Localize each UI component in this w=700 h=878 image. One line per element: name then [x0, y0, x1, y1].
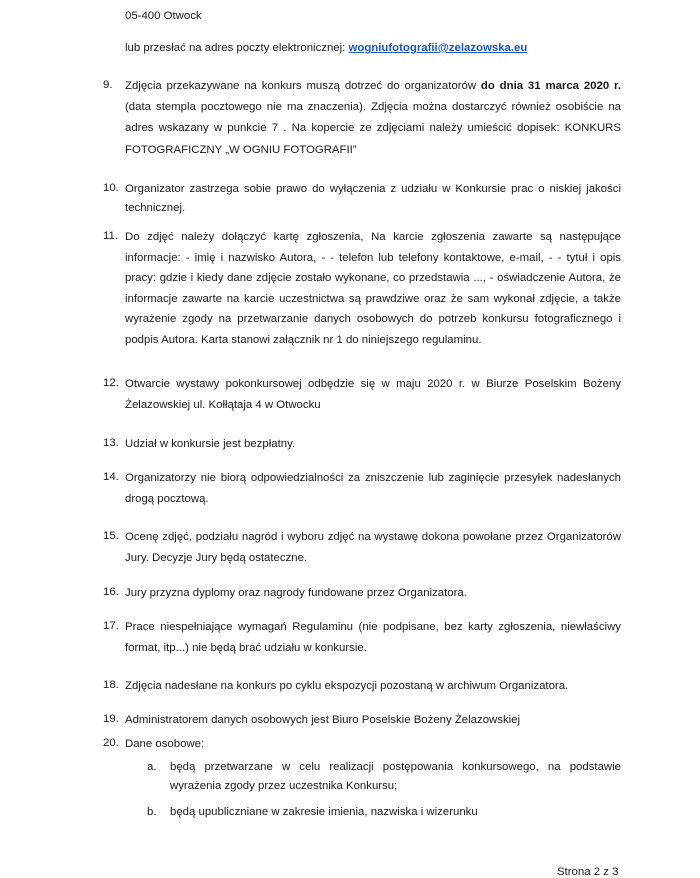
item-number: 9.	[103, 79, 113, 91]
subitem-letter: a.	[147, 761, 157, 773]
subitem-letter: b.	[147, 806, 157, 818]
item-text-9: Zdjęcia przekazywane na konkurs muszą dotrzeć do organizatorów do dnia 31 marca 2020 r. (data stempla pocztowego nie ma znaczenia). Zdjęcia można dostarczyć również osobiście na adres wskazany w punkcie 7 . Na kopercie ze zdjęciami należy umieścić dopisek: KONKURS FOTOGRAFICZNY „W OGNIU FOTOGRAFII”	[125, 80, 621, 156]
subitem-text-b: będą upubliczniane w zakresie imienia, nazwiska i wizerunku	[170, 806, 478, 818]
item-text-13: Udział w konkursie jest bezpłatny.	[125, 438, 296, 450]
item-number: 12.	[103, 377, 119, 389]
item-number: 16.	[103, 586, 119, 598]
email-link[interactable]: wogniufotografii@zelazowska.eu	[348, 42, 528, 54]
deadline: do dnia 31 marca 2020 r.	[480, 80, 621, 92]
email-prefix: lub przesłać na adres poczty elektronicznej:	[125, 42, 349, 54]
item-text-11: Do zdjęć należy dołączyć kartę zgłoszenia, Na karcie zgłoszenia zawarte są następujące informacje: - imię i nazwisko Autora, - - telefon lub telefony kontaktowe, e-mail, - - tytuł i opis pracy: gdzie i kiedy dane zdjęcie zostało wykonane, co przedstawia ..., - oświadczenie Autora, że informacje zawarte na karcie uczestnictwa są prawdziwe oraz że sam wykonał zdjęcie, a także wyrażenie zgody na przetwarzanie danych osobowych do potrzeb konkursu fotograficznego i podpis Autora. Karta stanowi załącznik nr 1 do niniejszego regulaminu.	[125, 231, 621, 346]
email-line	[125, 42, 527, 54]
item-number: 10.	[103, 182, 119, 194]
item-text-20: Dane osobowe:	[125, 738, 205, 750]
item-text-15: Ocenę zdjęć, podziału nagród i wyboru zdjęć na wystawę dokona powołane przez Organizatorów Jury. Decyzje Jury będą ostateczne.	[125, 531, 621, 564]
item-number: 17.	[103, 620, 119, 632]
item-text-19: Administratorem danych osobowych jest Biuro Poselskie Bożeny Żelazowskiej	[125, 714, 521, 726]
item-number: 11.	[103, 230, 118, 242]
item-number: 13.	[103, 437, 119, 449]
item-text-16: Jury przyzna dyplomy oraz nagrody fundowane przez Organizatora.	[125, 587, 467, 599]
item-number: 18.	[103, 679, 119, 691]
item-number: 15.	[103, 530, 119, 542]
address-line: 05-400 Otwock	[125, 10, 202, 22]
item-number: 19.	[103, 713, 119, 725]
item-text-17: Prace niespełniające wymagań Regulaminu (nie podpisane, bez karty zgłoszenia, niewłaściwy format, itp...) nie będą brać udziału w konkursie.	[125, 621, 621, 654]
item-text-14: Organizatorzy nie biorą odpowiedzialności za zniszczenie lub zaginięcie przesyłek nadesłanych drogą pocztową.	[125, 472, 621, 505]
subitem-text-a: będą przetwarzane w celu realizacji postępowania konkursowego, na podstawie wyrażenia zgody przez uczestnika Konkursu;	[170, 761, 621, 792]
item-number: 14.	[103, 471, 119, 483]
item-text-10: Organizator zastrzega sobie prawo do wyłączenia z udziału w Konkursie prac o niskiej jakości technicznej.	[125, 183, 621, 214]
item-number: 20.	[103, 737, 119, 749]
item-text-18: Zdjęcia nadesłane na konkurs po cyklu ekspozycji pozostaną w archiwum Organizatora.	[125, 680, 569, 692]
page-number: Strona 2 z 3	[557, 866, 619, 878]
item-text-12: Otwarcie wystawy pokonkursowej odbędzie się w maju 2020 r. w Biurze Poselskim Bożeny Żelazowskiej ul. Kołłątaja 4 w Otwocku	[125, 378, 621, 411]
